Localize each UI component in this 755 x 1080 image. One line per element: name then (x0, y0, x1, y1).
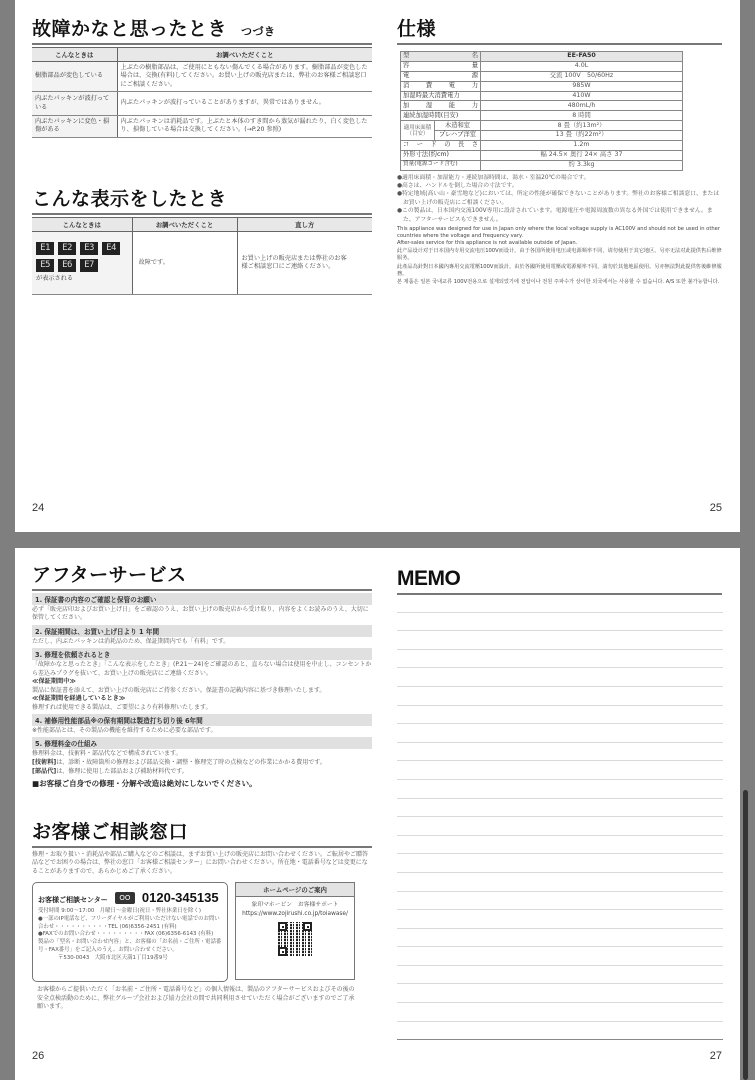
memo-line (397, 984, 723, 1003)
spec-subkey: プレハブ洋室 (435, 131, 481, 141)
center-details (38, 908, 222, 963)
memo-line (397, 761, 723, 780)
homepage-box (235, 882, 355, 980)
spec-key: コードの長さ (401, 141, 481, 151)
spec-key: 質量(電源コード含む) (401, 160, 481, 170)
spec-note: ●適用床面積・加湿能力・連続加湿時間は、湯水・室温20℃の場合です。 (397, 174, 590, 181)
error-codes-cell (32, 232, 132, 295)
post-warranty-text: 修理すれば使用できる製品は、ご要望により有料修理いたします。 (32, 703, 212, 711)
qr-finder (303, 922, 312, 931)
consult-title: お客様ご相談窓口 (32, 823, 372, 848)
spec-row (401, 81, 683, 91)
spec-value: 1.2m (481, 141, 683, 151)
table-row (32, 116, 372, 138)
note-korean: 본 제품은 일본 국내교류 100V전용으로 설계되었기에 전압이나 전원 주파수가 상이한 외국에서는 사용할 수 없습니다. A/S 또한 불가능합니다. (397, 279, 720, 286)
after-service-title: アフターサービス (32, 566, 372, 591)
memo-line (397, 706, 723, 725)
memo-line (397, 743, 723, 762)
parts-fee-label: [部品代] (32, 767, 57, 775)
column-header: お調べいただくこと (117, 48, 372, 62)
spec-row (401, 71, 683, 81)
center-header (38, 887, 222, 906)
consult-intro: 修理・お取り扱い・消耗品や部品ご購入などのご相談は、まずお買い上げの販売店にお問い合わせください。ご転居やご贈答品などでお困りの場合は、弊社の窓口「お客様ご相談センター」にお問い合わせください。所在地・電話番号などは変更になることがありますので、あらかじめご了承ください。 (32, 851, 369, 875)
homepage-name: 象印マホービン お客様サポート (251, 902, 339, 908)
after-service-heading-5: 5. 修理料金の仕組み (32, 737, 372, 749)
memo-line (397, 929, 723, 948)
tech-fee-line (32, 759, 372, 768)
check-cell: 故障です。 (132, 232, 237, 295)
error-code-e2-icon: E2 (58, 242, 76, 255)
after-service-body-4: ※性能部品とは、その製品の機能を維持するために必要な部品です。 (32, 727, 217, 735)
table-header-row (32, 48, 372, 62)
troubleshoot-title-sub: つづき (241, 25, 276, 38)
table-row (32, 232, 372, 295)
center-ip-phone: ●一部のIP電話など、フリーダイヤルがご利用いただけない電話でのお問い合わせ・・・・・・・・・・TEL (06)6356-2451 (有料) (38, 915, 220, 930)
error-code-e7-icon: E7 (80, 259, 98, 272)
error-code-e4-icon: E4 (102, 242, 120, 255)
column-header: こんなときは (32, 218, 132, 232)
center-name: お客様ご相談センター (38, 896, 108, 904)
spec-row (401, 91, 683, 101)
homepage-info (236, 901, 354, 918)
after-service-body-5 (32, 749, 372, 776)
spec-value: 8 畳（約13m²） (481, 121, 683, 131)
spec-value: 幅 24.5× 奥行 24× 高さ 37 (481, 150, 683, 160)
memo-line (397, 687, 723, 706)
spec-key: 消費電力 (401, 81, 481, 91)
spec-row (401, 121, 683, 131)
memo-line (397, 892, 723, 911)
page-number: 24 (32, 502, 45, 514)
warranty-period-text: 製品に保証書を添えて、お買い上げの販売店にご持参ください。保証書の記載内容に基づき修理いたします。 (32, 686, 326, 694)
page-26 (15, 548, 377, 1080)
case-cell: 内ぶたパッキンが波打っている (32, 92, 117, 116)
center-phone[interactable]: 0120-345135 (141, 890, 219, 905)
warranty-period-label: ≪保証期間中≫ (32, 677, 76, 685)
spec-key: 型名 (401, 52, 481, 62)
spec-row (401, 52, 683, 62)
tech-fee-text: は、診断・故障箇所の修理および部品交換・調整・修理完了時の点検などの作業にかかる費用です。 (56, 758, 326, 766)
spec-row (401, 111, 683, 121)
display-table (32, 217, 372, 295)
spec-table (400, 51, 683, 171)
after-service-heading-2: 2. 保証期間は、お買い上げ日より 1 年間 (32, 625, 372, 637)
memo-line (397, 650, 723, 669)
memo-line (397, 966, 723, 985)
spec-key: 適用床面積（目安） (401, 121, 435, 141)
spec-note: ●高さは、ハンドルを倒した場合の寸法です。 (397, 183, 518, 190)
troubleshoot-table (32, 47, 372, 138)
qr-finder (278, 947, 287, 956)
column-header: こんなときは (32, 48, 117, 62)
spec-value: 13 畳（約22m²） (481, 131, 683, 141)
display-title: こんな表示をしたとき (32, 190, 372, 215)
after-service-body-1: 必ず「販売店印およびお買い上げ日」をご確認のうえ、お買い上げの販売店から受け取り、内容をよくお読みのうえ、大切に保管してください。 (32, 606, 369, 622)
error-code-e3-icon: E3 (80, 242, 98, 255)
qr-code-icon[interactable] (278, 922, 312, 956)
codes-suffix: が表示される (36, 275, 74, 283)
check-cell: 内ぶたパッキンが波打っていることがありますが、異常ではありません。 (117, 92, 372, 116)
note-english-line: After-sales service for this appliance is not available outside of Japan. (397, 239, 578, 246)
memo-line (397, 594, 723, 613)
error-code-e1-icon: E1 (36, 242, 54, 255)
table-header-row (32, 218, 372, 232)
homepage-url[interactable]: https://www.zojirushi.co.jp/toiawase/ (242, 910, 348, 917)
display-section (32, 190, 372, 295)
note-chinese-simplified: 此产品设计对于日本国内专用交流电压100V而设计。由于各国所使用电压或电源频率不同，请勿使用于其它地区。另亦无法对此提供售后维修服务。 (397, 248, 722, 262)
spec-row (401, 131, 683, 141)
center-hours: 受付時間 9:00〜17:00 月曜日〜金曜日(祝日・弊社休業日を除く) (38, 908, 201, 914)
spec-row (401, 150, 683, 160)
spec-value: 410W (481, 91, 683, 101)
spec-key: 電源 (401, 71, 481, 81)
spec-note: ●この製品は、日本国内交流100V専用に設計されています。電源電圧や電源周波数の異なる外国では使用できません。また、アフターサービスもできません。 (397, 208, 713, 223)
case-cell: 樹脂部品が変色している (32, 62, 117, 92)
spec-title: 仕様 (397, 20, 722, 45)
tech-fee-label: [技術料] (32, 758, 57, 766)
privacy-notice: お客様からご提供いただく「お名前・ご住所・電話番号など」の個人情報は、製品のアフターサービスおよびその後の安全点検活動のために、弊社グループ会社および協力会社の間で共同利用させていただく場合がございますのでご了承願います。 (37, 986, 355, 1011)
spec-key: 容量 (401, 61, 481, 71)
after-service-text: 「故障かなと思ったとき」「こんな表示をしたとき」(P.21〜24)をご確認のあと、直らない場合は使用を中止し、コンセントから差込みプラグを抜いて、お買い上げの販売店にご連絡ください。 (32, 661, 372, 677)
memo-line (397, 1003, 723, 1022)
memo-title: MEMO (397, 568, 722, 595)
after-service-heading-3: 3. 修理を依頼されるとき (32, 648, 372, 660)
after-service-body-2: ただし、内ぶたパッキンは消耗品のため、保証期間内でも「有料」です。 (32, 637, 230, 645)
spec-row (401, 141, 683, 151)
page-25 (377, 0, 739, 532)
spec-value: EE-FA50 (481, 52, 683, 62)
column-header: 直し方 (237, 218, 372, 232)
memo-section (397, 568, 722, 595)
vertical-scrollbar[interactable] (743, 790, 748, 1080)
memo-line (397, 873, 723, 892)
freedial-icon: OO (115, 892, 135, 904)
spec-key: 外形寸法(約cm) (401, 150, 481, 160)
post-warranty-label: ≪保証期間を経過しているとき≫ (32, 695, 126, 703)
spec-row (401, 101, 683, 111)
error-code-list (36, 242, 126, 272)
page-spread-24-25 (15, 0, 740, 532)
note-english (397, 226, 722, 246)
memo-line (397, 724, 723, 743)
after-service-body-3 (32, 660, 372, 712)
spec-key: 加湿時最大消費電力 (401, 91, 481, 101)
memo-line (397, 1022, 723, 1041)
spec-value: 8 時間 (481, 111, 683, 121)
memo-line (397, 613, 723, 632)
note-english-line: This appliance was designed for use in Japan only where the local voltage supply is AC100V and should not be used in other countries where the voltage and frequency vary. (397, 226, 720, 239)
memo-lines (397, 594, 723, 1040)
table-row (32, 62, 372, 92)
after-service-section (32, 566, 372, 789)
center-fax: ●FAXでのお問い合わせ・・・・・・・・・FAX (06)6356-6143 (有料) (38, 931, 214, 938)
fix-cell: お買い上げの販売店または弊社のお客様ご相談窓口にご連絡ください。 (237, 232, 372, 295)
spec-note: ●特定地域(高い山・豪雪地など)においては、所定の性能が確保できないことがあります。弊社のお客様ご相談窓口、またはお買い上げの販売店にご相談ください。 (397, 191, 720, 206)
page-number: 25 (709, 502, 722, 514)
spec-value: 4.0L (481, 61, 683, 71)
parts-fee-line (32, 768, 372, 777)
parts-fee-text: は、修理に使用した部品および補助材料代です。 (56, 767, 188, 775)
memo-line (397, 631, 723, 650)
spec-subkey: 木造和室 (435, 121, 481, 131)
spec-value: 約 3.3kg (481, 160, 683, 170)
error-code-e5-icon: E5 (36, 259, 54, 272)
spec-row (401, 160, 683, 170)
page-27 (377, 548, 739, 1080)
after-service-heading-4: 4. 補修用性能部品※の保有期間は製造打ち切り後 6年間 (32, 714, 372, 726)
consult-section (32, 823, 372, 876)
column-header: お調べいただくこと (132, 218, 237, 232)
check-cell: 内ぶたパッキンは消耗品です。上ぶたと本体のすき間から蒸気が漏れたり、白く変色したり、損傷している場合は交換してください。(→P.20 参照) (117, 116, 372, 138)
memo-line (397, 854, 723, 873)
memo-line (397, 780, 723, 799)
repair-warning: ■お客様ご自身での修理・分解や改造は絶対にしないでください。 (32, 779, 257, 789)
page-24 (15, 0, 377, 532)
memo-line (397, 836, 723, 855)
page-number: 26 (32, 1050, 45, 1062)
homepage-heading: ホームページのご案内 (236, 883, 354, 897)
spec-value: 985W (481, 81, 683, 91)
memo-line (397, 947, 723, 966)
after-service-heading-1: 1. 保証書の内容のご確認と保管のお願い (32, 593, 372, 605)
spec-section (397, 20, 722, 286)
error-code-e6-icon: E6 (58, 259, 76, 272)
memo-line (397, 817, 723, 836)
troubleshoot-section (32, 20, 372, 138)
spec-row (401, 61, 683, 71)
table-row (32, 92, 372, 116)
memo-line (397, 668, 723, 687)
center-fax-note: 製品の「型名・お問い合わせ内容」と、お客様の「お名前・ご住所・電話番号・FAX番号」をご記入のうえ、お問い合わせください。 (38, 939, 222, 954)
spec-key: 加湿能力 (401, 101, 481, 111)
memo-line (397, 799, 723, 818)
qr-finder (278, 922, 287, 931)
case-cell: 内ぶたパッキンに変色・損傷がある (32, 116, 117, 138)
check-cell: 上ぶたの樹脂部品は、ご使用にともない傷んでくる場合があります。樹脂部品が変色した場合は、交換(有料)してください。お買い上げの販売店または、弊社のお客様ご相談窓口にご相談ください。 (117, 62, 372, 92)
page-spread-26-27 (15, 548, 740, 1080)
memo-line (397, 910, 723, 929)
center-address: 〒530-0043 大阪市北区天満1丁目19番9号 (58, 954, 168, 961)
page-number: 27 (709, 1050, 722, 1062)
after-service-text: 修理料金は、技術料・部品代などで構成されています。 (32, 750, 182, 758)
spec-value: 交流 100V 50/60Hz (481, 71, 683, 81)
spec-value: 480mL/h (481, 101, 683, 111)
note-chinese-traditional: 此產品為針對日本國內專用交流電壓100V而設計。由於各國所使用電壓或電源頻率不同，請勿於其他地區使用。另亦無法對此提供售後維修服務。 (397, 263, 722, 277)
customer-center-box (32, 882, 228, 982)
troubleshoot-title: 故障かなと思ったとき つづき (32, 20, 372, 45)
spec-notes (397, 174, 722, 286)
spec-key: 連続加湿時間(目安) (401, 111, 481, 121)
